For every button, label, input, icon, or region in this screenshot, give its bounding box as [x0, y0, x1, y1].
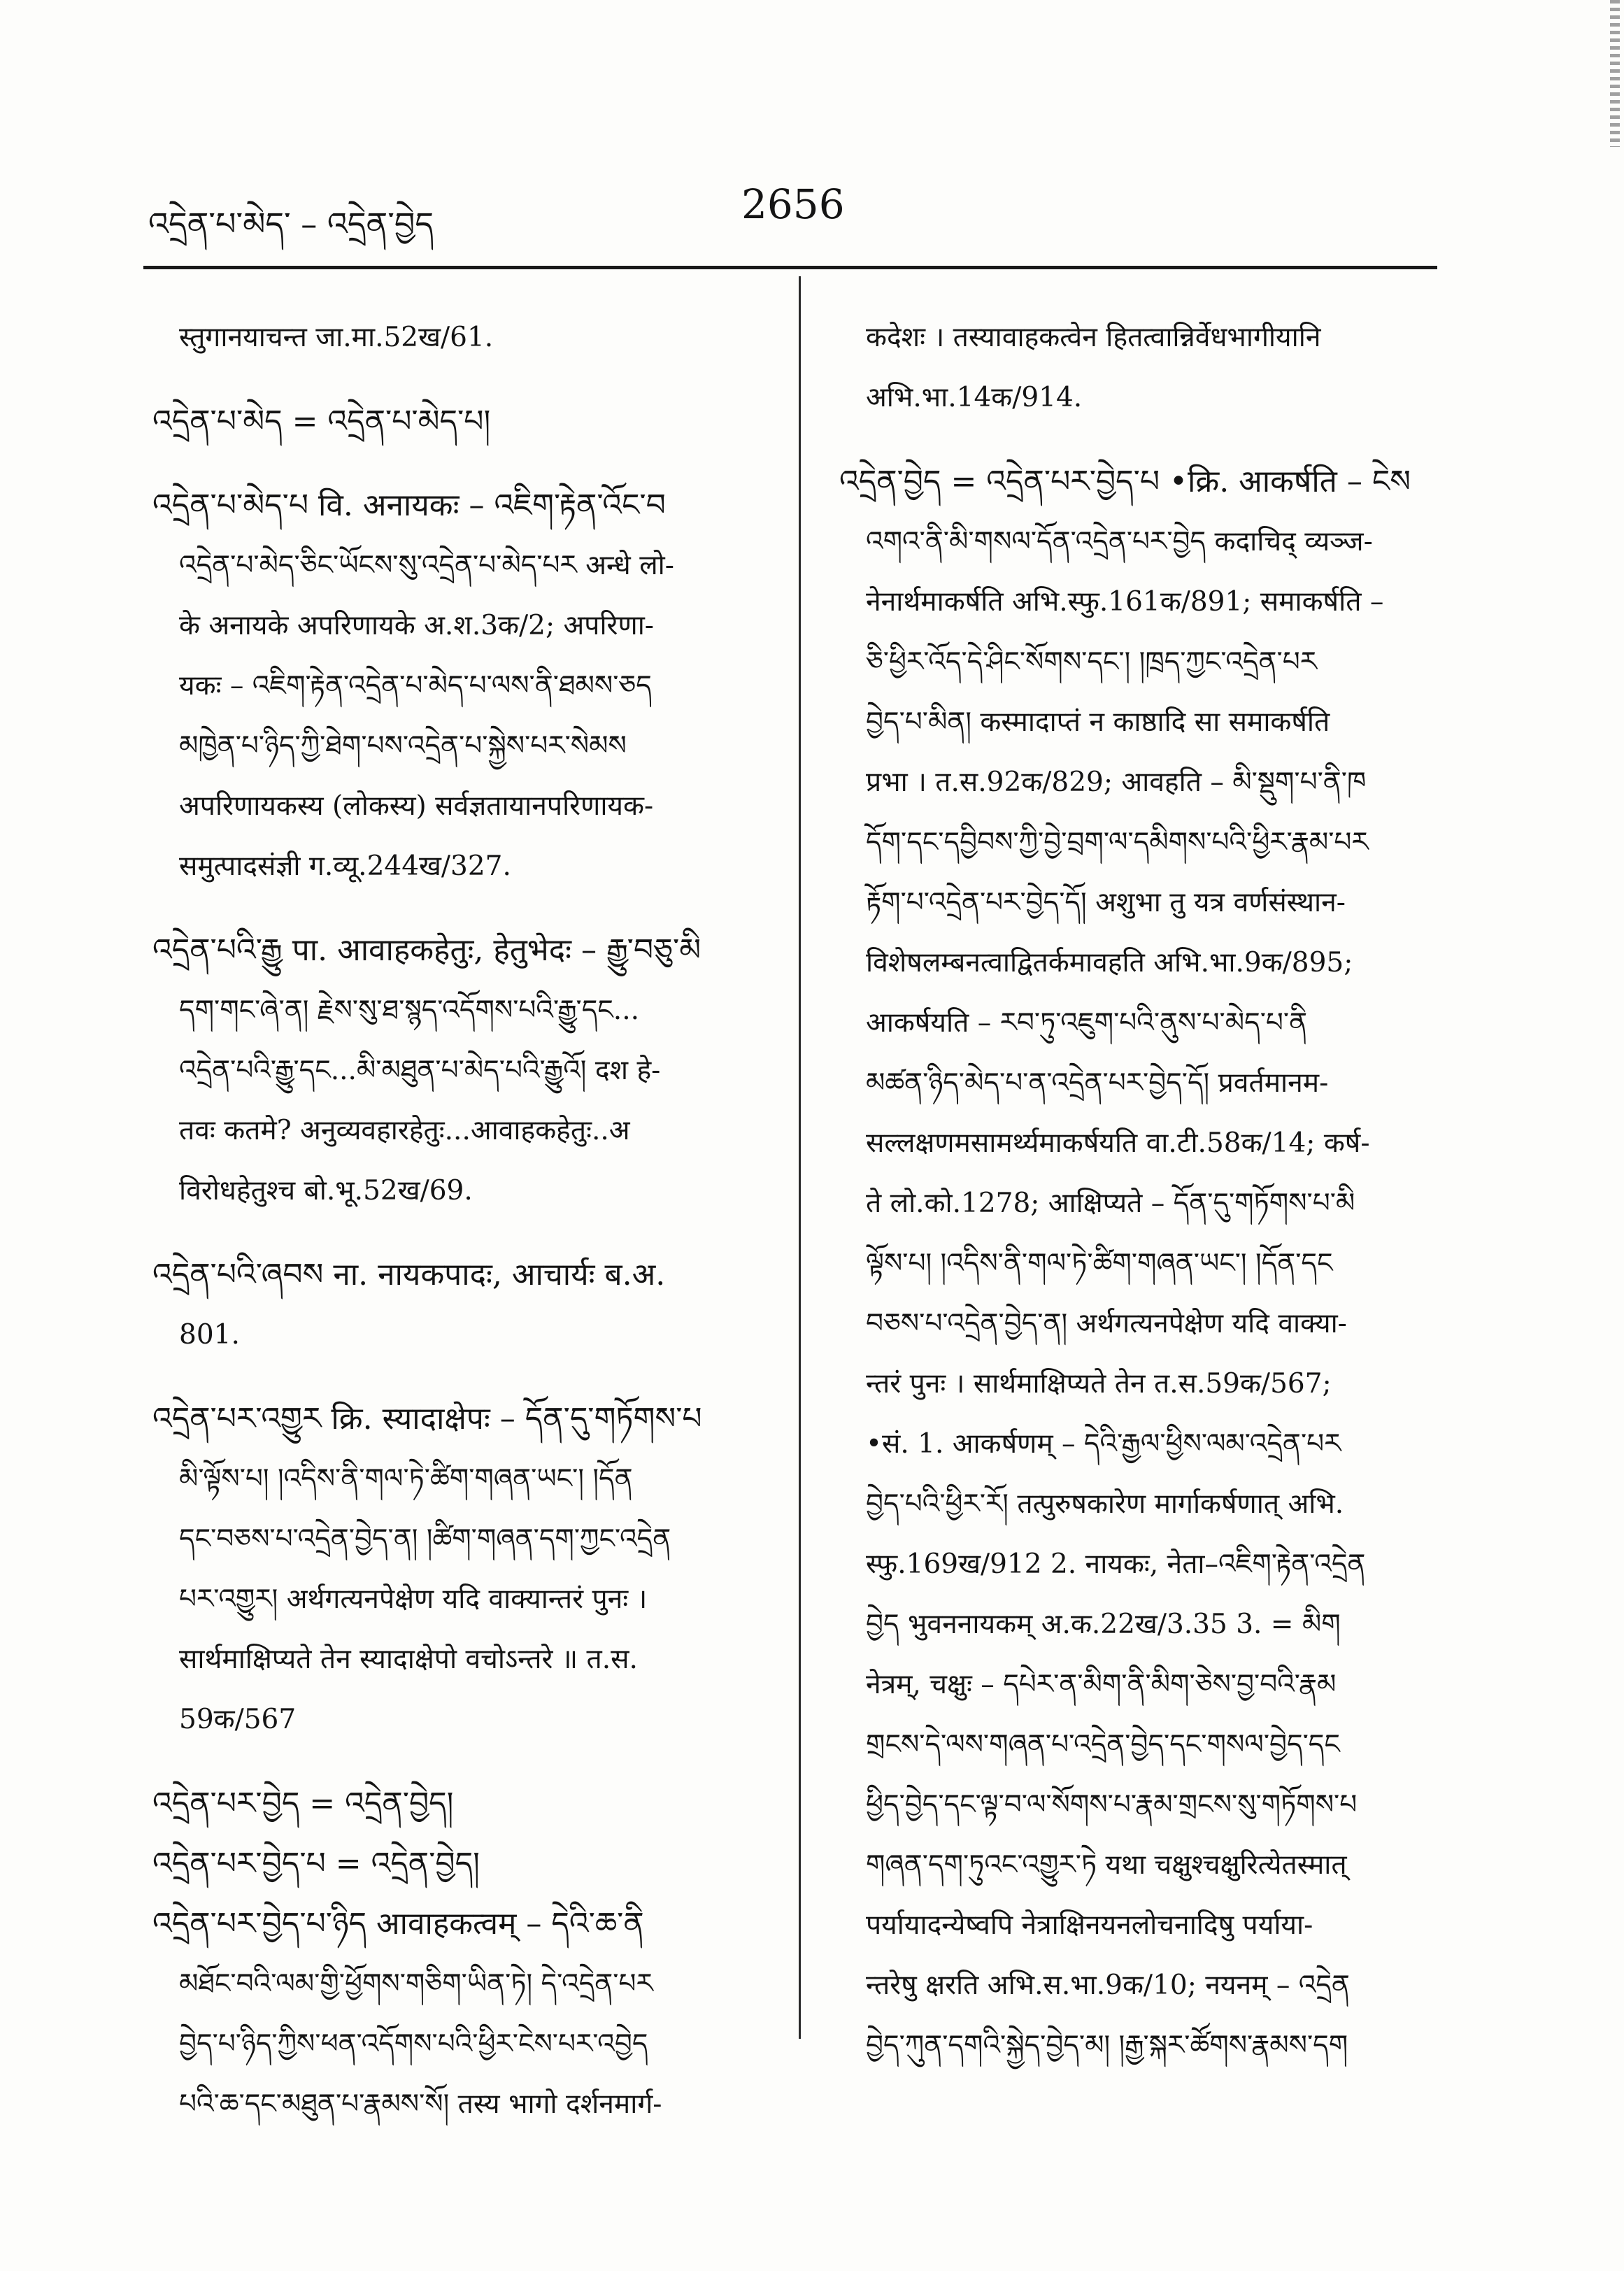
entry-text-line: ཅི་ཕྱིར་འོད་དེ་ཤིང་སོགས་དང་། །ཁྲད་ཀྱང་འདྲེན་པར — [866, 646, 1318, 678]
entry-gap — [152, 897, 782, 920]
entry-text-line: तवः कतमे? अनुव्यवहारहेतुः...आवाहकहेतुः..अ — [179, 1115, 630, 1146]
entry-text-line: དང་བཅས་པ་འདྲེན་བྱེད་ན། །ཚིག་གཞན་དག་ཀྱང་འདྲེན — [179, 1523, 671, 1555]
entry-headword-line: འདྲེན་བྱེད = འདྲེན་པར་བྱེད་པ •क्रि. आकर्षति – ངེས — [839, 464, 1411, 499]
entry-text-line: कदेशः । तस्यावाहकत्वेन हितत्वान्निर्वेधभागीयानि — [866, 322, 1321, 353]
entry-text-line: དོག་དང་དབྱིབས་ཀྱི་བྱེ་བྲག་ལ་དམིགས་པའི་ཕྱིར་རྣམ་པར — [866, 827, 1369, 858]
entry-text-line: •सं. 1. आकर्षणम् – དེའི་རྒྱལ་ཕྱིས་ལམ་འདྲེན་པར — [866, 1428, 1341, 1460]
entry-text-line: अपरिणायकस्य (लोकस्य) सर्वज्ञतायानपरिणायक- — [179, 790, 654, 822]
entry-headword-line: འདྲེན་པར་འགྱུར क्रि. स्यादाक्षेपः – དོན་དུ་གཏོགས་པ — [152, 1401, 702, 1437]
header-rule — [143, 266, 1437, 269]
column-divider — [799, 276, 801, 2039]
entry-text-line: རྟོག་པ་འདྲེན་པར་བྱེད་དོ། अशुभा तु यत्र वर्णसंस्थान- — [866, 887, 1346, 918]
entry-headword-line: འདྲེན་པ་མེད་པ वि. अनायकः – འཇིག་རྟེན་འོང་བ — [152, 487, 666, 523]
entry-text-line: यकः – འཇིག་རྟེན་འདྲེན་པ་མེད་པ་ལས་ནི་ཐམས་ཅད — [179, 670, 652, 702]
entry-text-line: न्तरं पुनः । सार्थमाक्षिप्यते तेन त.स.59क/567; — [866, 1368, 1332, 1400]
entry-text-line: 801. — [179, 1319, 240, 1351]
entry-text-line: नेनार्थमाकर्षति अभि.स्फु.161क/891; समाकर्षति – — [866, 586, 1384, 618]
running-header: འདྲེན་པ་མེད་ – འདྲེན་བྱེད — [148, 205, 434, 243]
entry-text-line: མཁྱེན་པ་ཉིད་ཀྱི་ཐེག་པས་འདྲེན་པ་སྐྱེས་པར་སེམས — [179, 730, 627, 762]
entry-gap — [152, 1221, 782, 1245]
right-column — [839, 308, 1434, 2076]
entry-text-line: स्फु.169ख/912 2. नायकः, नेता–འཇིག་རྟེན་འདྲེན — [866, 1549, 1366, 1580]
entry-text-line: अभि.भा.14क/914. — [866, 382, 1083, 413]
scan-edge-mark — [1610, 0, 1620, 147]
entry-headword-line: འདྲེན་པའི་ཞབས ना. नायकपादः, आचार्यः ब.अ. — [152, 1257, 666, 1293]
entry-headword-line: འདྲེན་པར་བྱེད་པ = འདྲེན་བྱེད། — [152, 1846, 480, 1881]
entry-text-line: བཅས་པ་འདྲེན་བྱེད་ན། अर्थगत्यनपेक्षेण यदि वाक्या- — [866, 1308, 1347, 1339]
entry-headword-line: འདྲེན་པར་བྱེད་པ་ཉིད आवाहकत्वम् – དེའི་ཆ་ནི — [152, 1906, 644, 1942]
entry-text-line: सल्लक्षणमसामर्थ्यमाकर्षयति वा.टी.58क/14; कर्ष- — [866, 1127, 1370, 1159]
entry-text-line: विरोधहेतुश्च बो.भू.52ख/69. — [179, 1175, 473, 1206]
entry-text-line: पर्यायादन्येष्वपि नेत्राक्षिनयनलोचनादिषु पर्याया- — [866, 1909, 1313, 1941]
entry-text-line: नेत्रम्, चक्षुः – དཔེར་ན་མིག་ནི་མིག་ཅེས་བྱ་བའི་རྣམ — [866, 1669, 1337, 1700]
entry-text-line: འདྲེན་པའི་རྒྱུ་དང...མི་མཐུན་པ་མེད་པའི་རྒྱུའོ། दश हे- — [179, 1055, 661, 1086]
entry-text-line: གྲངས་དེ་ལས་གཞན་པ་འདྲེན་བྱེད་དང་གསལ་བྱེད་དང — [866, 1729, 1340, 1760]
entry-text-line: བྱེད་ཀུན་དགའི་སྐྱེད་བྱེད་མ། །རྒྱ་སྐར་ཚོགས་རྣམས་དག — [866, 2030, 1348, 2061]
entry-text-line: བྱེད་པའི་ཕྱིར་རོ། तत्पुरुषकारेण मार्गाकर्षणात् अभि. — [866, 1488, 1344, 1520]
entry-text-line: ཕྱིད་བྱེད་དང་ལྟ་བ་ལ་སོགས་པ་རྣམ་གྲངས་སུ་གཏོགས་པ — [866, 1789, 1358, 1821]
entry-text-line: सार्थमाक्षिप्यते तेन स्यादाक्षेपो वचोऽन्तरे ॥ त.स. — [179, 1644, 638, 1675]
entry-gap — [152, 368, 782, 392]
entry-text-line: གཞན་དག་ཏུའང་འགྱུར་ཏེ यथा चक्षुश्चक्षुरित्येतस्मात् — [866, 1849, 1347, 1881]
entry-headword-line: འདྲེན་པའི་རྒྱུ पा. आवाहकहेतुः, हेतुभेदः – རྒྱུ་བཅུ་མི — [152, 932, 701, 968]
entry-text-line: ते लो.को.1278; आक्षिप्यते – དོན་དུ་གཏོགས་པ་མི — [866, 1188, 1355, 1219]
entry-text-line: པར་འགྱུར། अर्थगत्यनपेक्षेण यदि वाक्यान्तरं पुनः । — [179, 1583, 648, 1615]
page-number: 2656 — [741, 180, 845, 228]
entry-text-line: མཚན་ཉིད་མེད་པ་ན་འདྲེན་པར་བྱེད་དོ། प्रवर्तमानम- — [866, 1067, 1329, 1099]
entry-text-line: विशेषलम्बनत्वाद्वितर्कमावहति अभि.भा.9क/895; — [866, 947, 1353, 978]
entry-text-line: 59क/567 — [179, 1704, 297, 1735]
entry-gap — [152, 452, 782, 476]
entry-headword-line: འདྲེན་པར་བྱེད = འདྲེན་བྱེད། — [152, 1786, 454, 1821]
entry-gap — [152, 1750, 782, 1774]
entry-text-line: བྱེད भुवननायकम् अ.क.22ख/3.35 3. = མིག — [866, 1609, 1341, 1640]
entry-text-line: བྱེད་པ་ཉིད་ཀྱིས་ཕན་འདོགས་པའི་ཕྱིར་ངེས་པར་འབྱེད — [179, 2028, 648, 2060]
entry-text-line: आकर्षयति – རབ་ཏུ་འཇུག་པའི་ནུས་པ་མེད་པ་ནི — [866, 1007, 1308, 1039]
entry-text-line: དག་གང་ཞེ་ན། རྗེས་སུ་ཐ་སྙད་འདོགས་པའི་རྒྱུ་དང... — [179, 995, 639, 1026]
entry-text-line: प्रभा । त.स.92क/829; आवहति – མི་སྡུག་པ་ནི་ཁ — [866, 767, 1367, 798]
left-column — [152, 308, 782, 2135]
entry-text-line: བྱེད་པ་མིན། कस्मादाप्तं न काष्ठादि सा समाकर्षति — [866, 706, 1330, 738]
entry-text-line: समुत्पादसंज्ञी ग.व्यू.244ख/327. — [179, 850, 511, 882]
entry-gap — [152, 1365, 782, 1389]
entry-text-line: स्तुगानयाचन्त जा.मा.52ख/61. — [179, 322, 494, 353]
entry-text-line: མི་ལྟོས་པ། །འདིས་ནི་གལ་ཏེ་ཚིག་གཞན་ཡང་། །དོན — [179, 1463, 633, 1495]
entry-gap — [839, 428, 1434, 452]
entry-text-line: འགའ་ནི་མི་གསལ་དོན་འདྲེན་པར་བྱེད कदाचिद् व्यञ्ज- — [866, 526, 1373, 557]
entry-text-line: न्तरेषु क्षरति अभि.स.भा.9क/10; नयनम् – འདྲེན — [866, 1970, 1350, 2001]
entry-text-line: ལྟོས་པ། །འདིས་ནི་གལ་ཏེ་ཚིག་གཞན་ཡང་། །དོན་དང — [866, 1248, 1333, 1279]
entry-headword-line: འདྲེན་པ་མེད = འདྲེན་པ་མེད་པ། — [152, 404, 491, 439]
entry-text-line: པའི་ཆ་དང་མཐུན་པ་རྣམས་སོ། तस्य भागो दर्शनमार्ग- — [179, 2088, 662, 2120]
entry-text-line: མཐོང་བའི་ལམ་གྱི་ཕྱོགས་གཅིག་ཡིན་ཏེ། དེ་འདྲེན་པར — [179, 1968, 653, 2000]
entry-text-line: འདྲེན་པ་མེད་ཅིང་ཡོངས་སུ་འདྲེན་པ་མེད་པར अन्धे लो- — [179, 550, 674, 581]
entry-text-line: के अनायके अपरिणायके अ.श.3क/2; अपरिणा- — [179, 610, 654, 641]
